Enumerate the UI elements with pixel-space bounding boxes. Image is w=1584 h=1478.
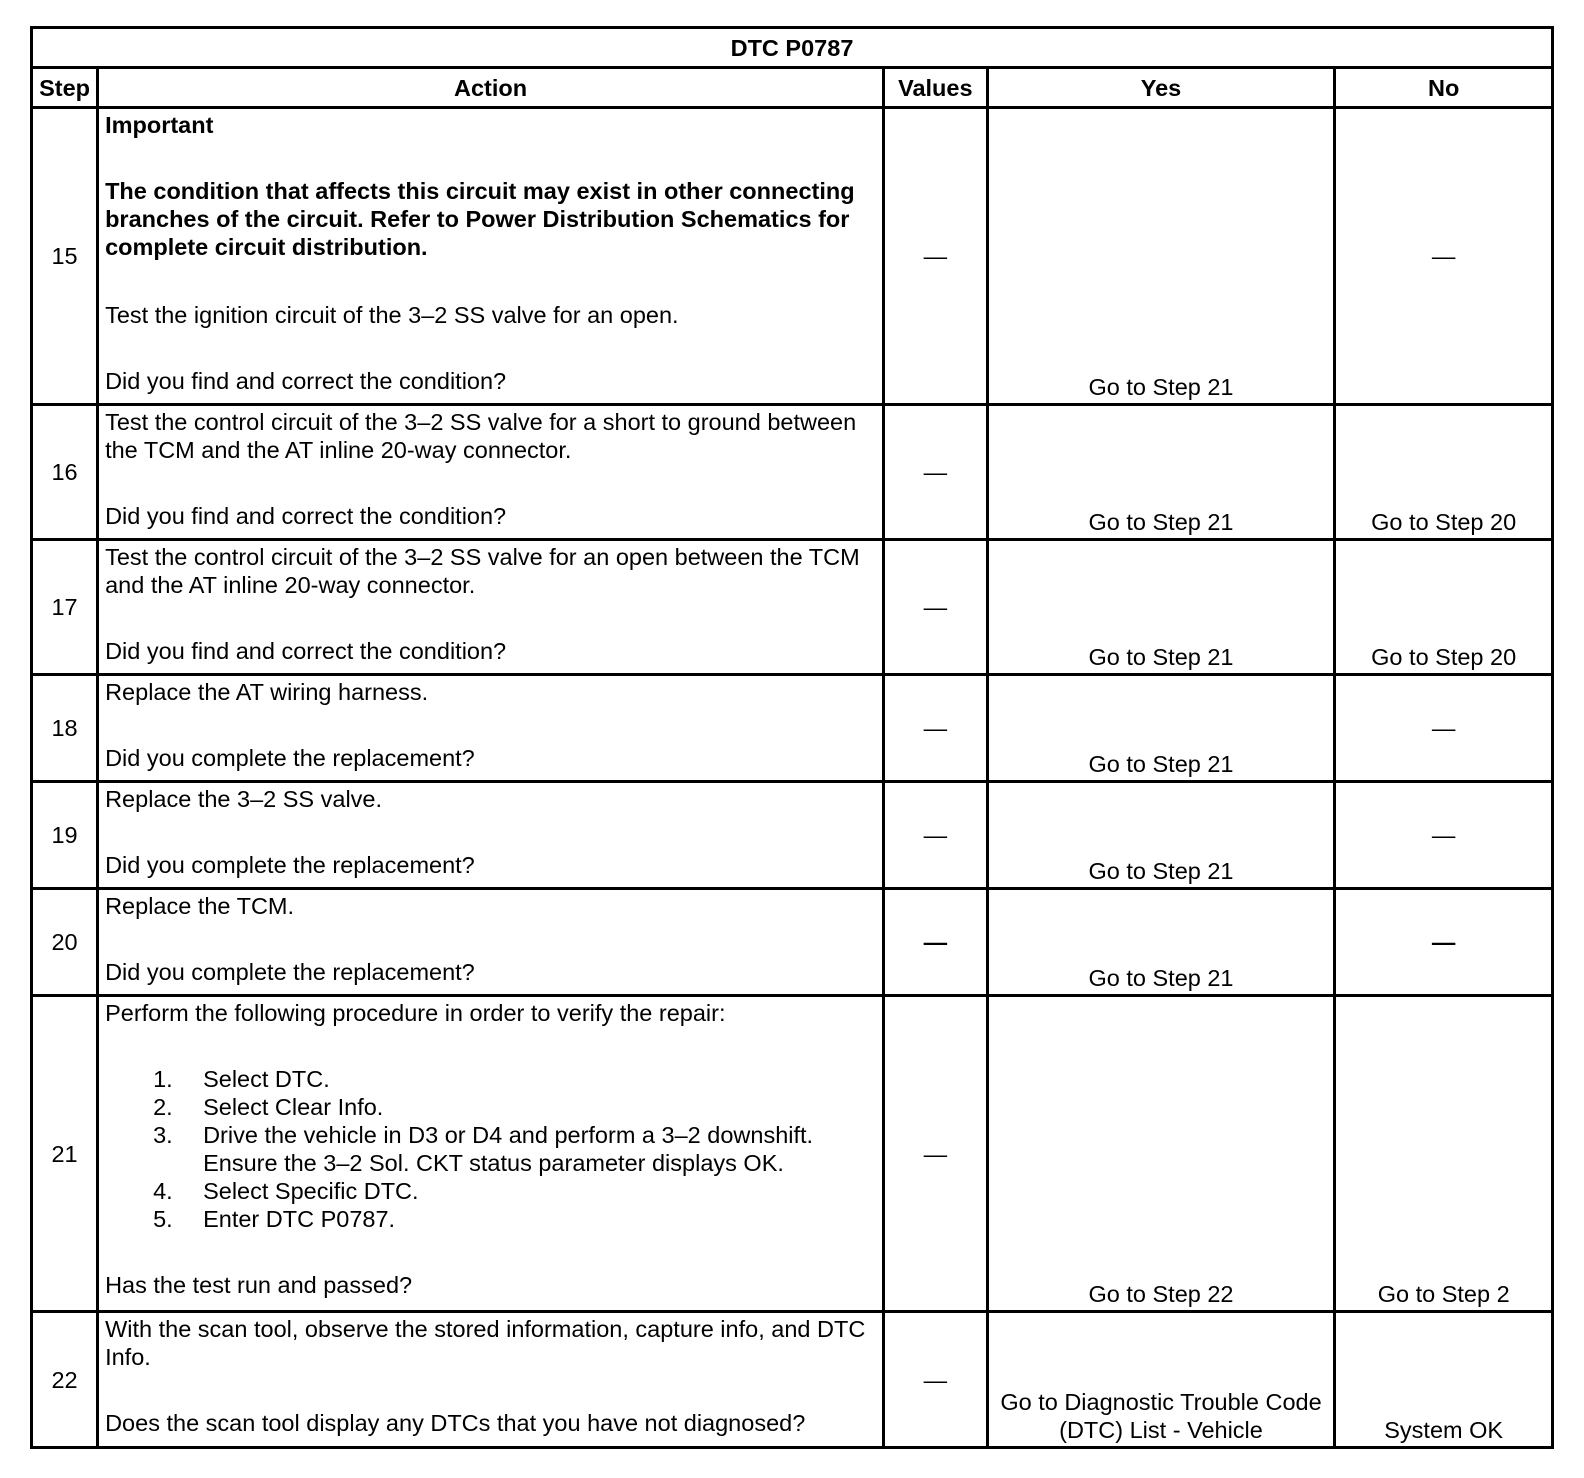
- values-cell: —: [883, 782, 987, 889]
- action-question: Does the scan tool display any DTCs that you have not diagnosed?: [105, 1410, 806, 1436]
- dtc-table: [30, 26, 1554, 1449]
- table-row: [32, 996, 1553, 1312]
- action-text: Test the ignition circuit of the 3–2 SS valve for an open.: [105, 302, 679, 328]
- yes-cell: Go to Diagnostic Trouble Code (DTC) List - Vehicle: [987, 1312, 1335, 1448]
- yes-cell: Go to Step 21: [987, 540, 1335, 675]
- list-item: 2. Select Clear Info.: [153, 1094, 384, 1120]
- step-number: 22: [32, 1312, 98, 1448]
- no-cell: —: [1335, 675, 1553, 782]
- header-yes: Yes: [987, 68, 1335, 108]
- action-text: Test the control circuit of the 3–2 SS valve for a short to ground between the TCM and the AT inline 20-way connector.: [105, 409, 857, 463]
- action-question: Did you find and correct the condition?: [105, 638, 507, 664]
- values-cell: —: [883, 405, 987, 540]
- header-step: Step: [32, 68, 98, 108]
- step-number: 20: [32, 889, 98, 996]
- action-text: Replace the AT wiring harness.: [105, 679, 429, 705]
- action-cell: [98, 540, 884, 675]
- important-label: Important: [105, 112, 214, 138]
- action-cell: [98, 996, 884, 1312]
- table-row: [32, 1312, 1553, 1448]
- yes-cell: Go to Step 21: [987, 108, 1335, 405]
- table-row: [32, 540, 1553, 675]
- list-item: 5. Enter DTC P0787.: [153, 1206, 396, 1232]
- values-cell: —: [883, 675, 987, 782]
- step-number: 17: [32, 540, 98, 675]
- table-row: [32, 108, 1553, 405]
- action-question: Did you find and correct the condition?: [105, 368, 507, 394]
- no-cell: —: [1335, 889, 1553, 996]
- step-number: 16: [32, 405, 98, 540]
- no-cell: —: [1335, 782, 1553, 889]
- action-question: Did you complete the replacement?: [105, 852, 475, 878]
- values-cell: —: [883, 108, 987, 405]
- values-cell: —: [883, 889, 987, 996]
- yes-cell: Go to Step 21: [987, 675, 1335, 782]
- header-action: Action: [98, 68, 884, 108]
- action-question: Has the test run and passed?: [105, 1272, 413, 1298]
- values-cell: —: [883, 996, 987, 1312]
- table-row: [32, 889, 1553, 996]
- step-number: 19: [32, 782, 98, 889]
- action-cell: [98, 405, 884, 540]
- step-number: 18: [32, 675, 98, 782]
- no-cell: Go to Step 20: [1335, 405, 1553, 540]
- table-row: [32, 405, 1553, 540]
- values-cell: —: [883, 1312, 987, 1448]
- step-number: 15: [32, 108, 98, 405]
- action-cell: [98, 1312, 884, 1448]
- list-item: 3. Drive the vehicle in D3 or D4 and perform a 3–2 downshift. Ensure the 3–2 Sol. CKT status parameter displays OK.: [153, 1122, 814, 1176]
- header-no: No: [1335, 68, 1553, 108]
- no-cell: Go to Step 20: [1335, 540, 1553, 675]
- action-question: Did you complete the replacement?: [105, 959, 475, 985]
- no-cell: System OK: [1335, 1312, 1553, 1448]
- action-text: With the scan tool, observe the stored information, capture info, and DTC Info.: [105, 1316, 866, 1370]
- table-row: [32, 675, 1553, 782]
- procedure-list: [105, 1065, 876, 1233]
- action-text: Replace the TCM.: [105, 893, 295, 919]
- action-text: Perform the following procedure in order to verify the repair:: [105, 1000, 726, 1026]
- values-cell: —: [883, 540, 987, 675]
- yes-cell: Go to Step 22: [987, 996, 1335, 1312]
- no-cell: —: [1335, 108, 1553, 405]
- action-cell: [98, 675, 884, 782]
- action-cell: [98, 108, 884, 405]
- action-cell: [98, 889, 884, 996]
- yes-cell: Go to Step 21: [987, 889, 1335, 996]
- list-item: 1. Select DTC.: [153, 1066, 330, 1092]
- action-text: Replace the 3–2 SS valve.: [105, 786, 383, 812]
- yes-cell: Go to Step 21: [987, 405, 1335, 540]
- table-row: [32, 782, 1553, 889]
- action-cell: [98, 782, 884, 889]
- dtc-table-wrapper: [30, 26, 1554, 1449]
- important-text: The condition that affects this circuit may exist in other connecting branches of the circuit. Refer to Power Distribution Schematics for complete circuit distribution.: [105, 178, 855, 260]
- table-title: DTC P0787: [32, 28, 1553, 68]
- action-question: Did you complete the replacement?: [105, 745, 475, 771]
- no-cell: Go to Step 2: [1335, 996, 1553, 1312]
- action-question: Did you find and correct the condition?: [105, 503, 507, 529]
- step-number: 21: [32, 996, 98, 1312]
- list-item: 4. Select Specific DTC.: [153, 1178, 419, 1204]
- action-text: Test the control circuit of the 3–2 SS valve for an open between the TCM and the AT inline 20-way connector.: [105, 544, 860, 598]
- yes-cell: Go to Step 21: [987, 782, 1335, 889]
- header-values: Values: [883, 68, 987, 108]
